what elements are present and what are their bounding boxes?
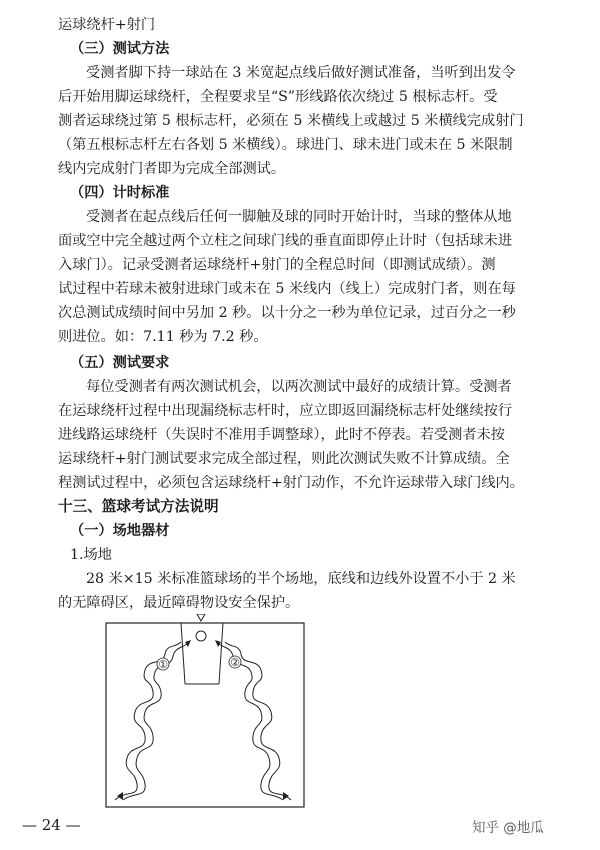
text-line: 后开始用脚运球绕杆，全程要求呈“S”形线路依次绕过 5 根标志杆。受 — [58, 89, 498, 105]
text-line: 每位受测者有两次测试机会，以两次测试中最好的成绩计算。受测者 — [86, 379, 512, 395]
section-heading-timing-standard: （四）计时标准 — [70, 185, 170, 201]
text-line: 次总测试成绩时间中另加 2 秒。以十分之一秒为单位记录，过百分之一秒 — [58, 305, 516, 321]
text-line: 面或空中完全越过两个立柱之间球门线的垂直面即停止计时（包括球未进 — [58, 233, 513, 249]
text-line: （第五根标志杆左右各划 5 米横线）。球进门、球未进门或未在 5 米限制 — [58, 137, 513, 153]
text-line: 线内完成射门者即为完成全部测试。 — [58, 161, 286, 177]
basket-marker-icon — [197, 614, 205, 621]
lane-line-right — [219, 623, 223, 684]
text-line: 的无障碍区，最近障碍物设安全保护。 — [58, 595, 300, 611]
text-line: 进线路运球绕杆（失误时不准用手调整球），此时不停表。若受测者未按 — [58, 427, 505, 443]
route-1-outer — [115, 642, 181, 800]
text-line: 运球绕杆+射门测试要求完成全部过程，则此次测试失败不计算成绩。全 — [58, 451, 510, 467]
text-line: 在运球绕杆过程中出现漏绕标志杆时，应立即返回漏绕标志杆处继续按行 — [58, 403, 513, 419]
section-heading-venue-equipment: （一）场地器材 — [70, 523, 170, 539]
court-route-diagram — [105, 614, 305, 810]
text-line: 运球绕杆+射门 — [58, 17, 156, 33]
watermark: 知乎 @地瓜 — [472, 820, 544, 836]
text-line: 受测者在起点线后任何一脚触及球的同时开始计时，当球的整体从地 — [86, 209, 512, 225]
route-1-arrow-icon — [185, 640, 191, 647]
text-line: 测者运球绕过第 5 根标志杆，必须在 5 米横线上或越过 5 米横线完成射门 — [58, 113, 524, 129]
route-2-arrow-icon — [215, 640, 221, 647]
hoop-circle — [196, 631, 206, 641]
route-1-label: ① — [158, 658, 168, 671]
chapter-heading-basketball: 十三、篮球考试方法说明 — [58, 498, 219, 515]
route-1-start-arrow-icon — [117, 792, 123, 800]
route-2-label: ② — [230, 656, 240, 669]
text-line: 受测者脚下持一球站在 3 米宽起点线后做好测试准备，当听到出发令 — [86, 65, 516, 81]
route-2-start-arrow-icon — [283, 792, 289, 800]
page-number: — 24 — — [22, 816, 81, 834]
text-line: 则进位。如：7.11 秒为 7.2 秒。 — [58, 329, 268, 345]
subsection-heading-venue: 1.场地 — [70, 547, 112, 563]
route-2-inner — [219, 644, 283, 800]
section-heading-test-method: （三）测试方法 — [70, 41, 170, 57]
text-line: 28 米×15 米标准篮球场的半个场地，底线和边线外设置不小于 2 米 — [86, 571, 516, 587]
route-1-inner — [123, 644, 187, 800]
lane-line-left — [181, 623, 185, 684]
text-line: 程测试过程中，必须包含运球绕杆+射门动作，不允许运球带入球门线内。 — [58, 475, 524, 491]
text-line: 试过程中若球未被射进球门或未在 5 米线内（线上）完成射门者，则在每 — [58, 281, 516, 297]
section-heading-test-requirements: （五）测试要求 — [70, 355, 170, 371]
text-line: 入球门）。记录受测者运球绕杆+射门的全程总时间（即测试成绩）。测 — [58, 257, 496, 273]
